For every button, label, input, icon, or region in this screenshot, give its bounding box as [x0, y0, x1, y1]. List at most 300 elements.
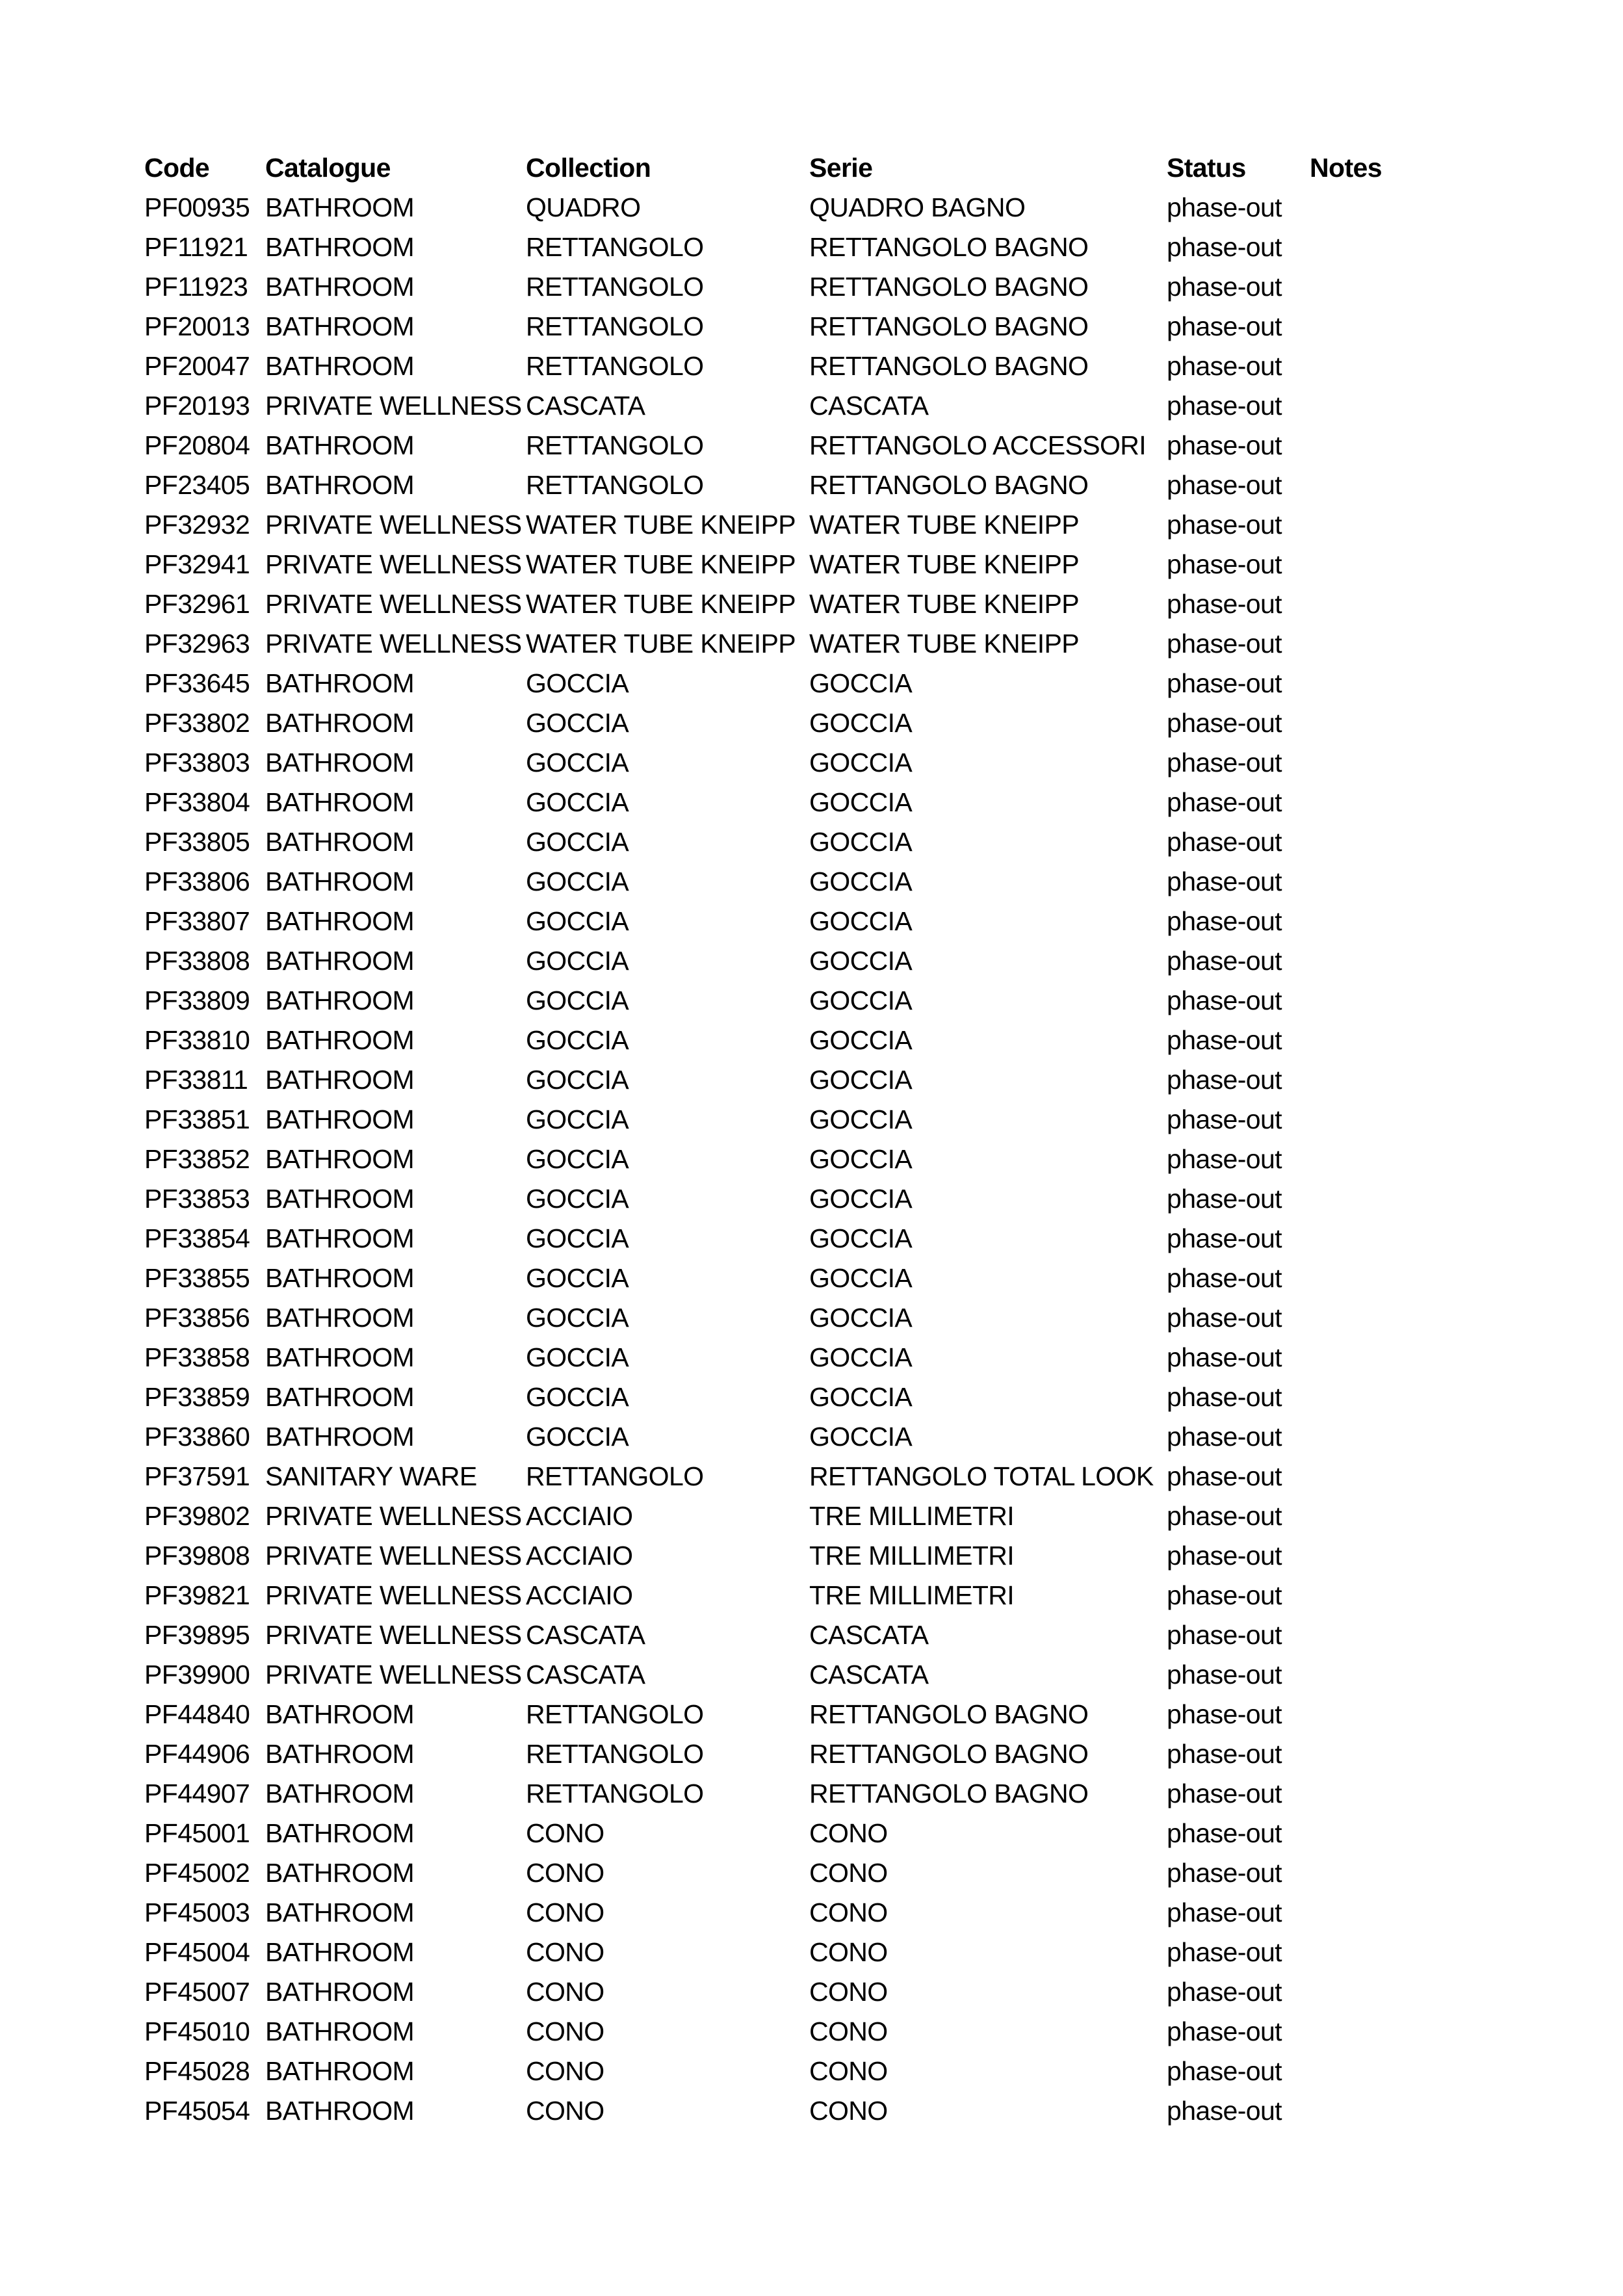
cell-code: PF45002 — [144, 1858, 250, 1888]
cell-code: PF20193 — [144, 391, 250, 421]
cell-serie: GOCCIA — [809, 1025, 913, 1055]
table-row — [144, 664, 1505, 703]
cell-catalogue: BATHROOM — [265, 1342, 415, 1372]
cell-status: phase-out — [1167, 1977, 1282, 2007]
cell-code: PF45054 — [144, 2096, 250, 2126]
table-row — [144, 1536, 1505, 1576]
cell-serie: RETTANGOLO BAGNO — [809, 1779, 1089, 1808]
cell-collection: RETTANGOLO — [526, 351, 704, 381]
cell-collection: RETTANGOLO — [526, 311, 704, 341]
cell-collection: GOCCIA — [526, 668, 629, 698]
cell-status: phase-out — [1167, 708, 1282, 738]
cell-collection: GOCCIA — [526, 1065, 629, 1095]
cell-status: phase-out — [1167, 430, 1282, 460]
table-row — [144, 1179, 1505, 1219]
cell-collection: CASCATA — [526, 391, 645, 421]
cell-code: PF33853 — [144, 1184, 250, 1214]
cell-catalogue: BATHROOM — [265, 1303, 415, 1333]
cell-code: PF11921 — [144, 232, 248, 262]
cell-code: PF45003 — [144, 1898, 250, 1927]
table-row — [144, 1100, 1505, 1140]
cell-code: PF33851 — [144, 1104, 250, 1134]
cell-catalogue: BATHROOM — [265, 867, 415, 896]
cell-catalogue: BATHROOM — [265, 1025, 415, 1055]
cell-status: phase-out — [1167, 946, 1282, 976]
cell-code: PF33809 — [144, 985, 250, 1015]
cell-status: phase-out — [1167, 827, 1282, 857]
cell-serie: CONO — [809, 2096, 888, 2126]
table-body — [144, 188, 1505, 2131]
cell-status: phase-out — [1167, 470, 1282, 500]
cell-collection: WATER TUBE KNEIPP — [526, 629, 796, 659]
cell-status: phase-out — [1167, 1342, 1282, 1372]
cell-serie: GOCCIA — [809, 1065, 913, 1095]
cell-code: PF45010 — [144, 2016, 250, 2046]
cell-catalogue: PRIVATE WELLNESS — [265, 391, 522, 421]
cell-catalogue: BATHROOM — [265, 470, 415, 500]
cell-serie: GOCCIA — [809, 1263, 913, 1293]
table-row — [144, 2012, 1505, 2052]
cell-catalogue: BATHROOM — [265, 708, 415, 738]
column-header-notes: Notes — [1310, 153, 1382, 183]
cell-serie: CONO — [809, 1898, 888, 1927]
cell-status: phase-out — [1167, 1422, 1282, 1452]
cell-code: PF33856 — [144, 1303, 250, 1333]
cell-catalogue: SANITARY WARE — [265, 1461, 477, 1491]
cell-collection: RETTANGOLO — [526, 470, 704, 500]
cell-collection: CONO — [526, 2056, 604, 2086]
table-row — [144, 1853, 1505, 1893]
cell-serie: RETTANGOLO BAGNO — [809, 351, 1089, 381]
cell-serie: GOCCIA — [809, 1184, 913, 1214]
table-row — [144, 941, 1505, 981]
cell-serie: CASCATA — [809, 391, 929, 421]
cell-serie: WATER TUBE KNEIPP — [809, 549, 1080, 579]
cell-collection: GOCCIA — [526, 867, 629, 896]
cell-collection: GOCCIA — [526, 1342, 629, 1372]
cell-catalogue: BATHROOM — [265, 748, 415, 777]
table-row — [144, 703, 1505, 743]
cell-catalogue: PRIVATE WELLNESS — [265, 1541, 522, 1571]
cell-collection: GOCCIA — [526, 1422, 629, 1452]
table-row — [144, 1259, 1505, 1298]
cell-code: PF39821 — [144, 1580, 250, 1610]
cell-collection: CONO — [526, 2096, 604, 2126]
cell-code: PF00935 — [144, 192, 250, 222]
cell-collection: CONO — [526, 2016, 604, 2046]
cell-code: PF39895 — [144, 1620, 250, 1650]
table-row — [144, 1893, 1505, 1933]
cell-catalogue: BATHROOM — [265, 1422, 415, 1452]
table-row — [144, 386, 1505, 426]
table-row — [144, 228, 1505, 267]
table-row — [144, 624, 1505, 664]
cell-serie: GOCCIA — [809, 946, 913, 976]
cell-serie: TRE MILLIMETRI — [809, 1580, 1015, 1610]
table-row — [144, 505, 1505, 545]
cell-catalogue: BATHROOM — [265, 1104, 415, 1134]
cell-code: PF33802 — [144, 708, 250, 738]
cell-collection: GOCCIA — [526, 1184, 629, 1214]
cell-collection: GOCCIA — [526, 1223, 629, 1253]
cell-serie: GOCCIA — [809, 1104, 913, 1134]
cell-catalogue: BATHROOM — [265, 1065, 415, 1095]
cell-code: PF33858 — [144, 1342, 250, 1372]
cell-catalogue: PRIVATE WELLNESS — [265, 589, 522, 619]
cell-status: phase-out — [1167, 1065, 1282, 1095]
cell-status: phase-out — [1167, 906, 1282, 936]
cell-catalogue: PRIVATE WELLNESS — [265, 1620, 522, 1650]
cell-serie: CONO — [809, 1977, 888, 2007]
cell-status: phase-out — [1167, 232, 1282, 262]
cell-collection: RETTANGOLO — [526, 232, 704, 262]
table-row — [144, 902, 1505, 941]
cell-serie: CONO — [809, 1818, 888, 1848]
cell-status: phase-out — [1167, 1660, 1282, 1689]
column-header-catalogue: Catalogue — [265, 153, 391, 183]
cell-catalogue: PRIVATE WELLNESS — [265, 1660, 522, 1689]
cell-collection: GOCCIA — [526, 1025, 629, 1055]
cell-serie: TRE MILLIMETRI — [809, 1541, 1015, 1571]
table-row — [144, 1457, 1505, 1496]
cell-catalogue: BATHROOM — [265, 1382, 415, 1412]
cell-catalogue: PRIVATE WELLNESS — [265, 629, 522, 659]
cell-collection: GOCCIA — [526, 1303, 629, 1333]
cell-collection: WATER TUBE KNEIPP — [526, 510, 796, 540]
cell-status: phase-out — [1167, 1580, 1282, 1610]
cell-collection: ACCIAIO — [526, 1501, 633, 1531]
cell-catalogue: BATHROOM — [265, 1818, 415, 1848]
table-header-row — [144, 148, 1505, 188]
cell-collection: CASCATA — [526, 1620, 645, 1650]
cell-catalogue: PRIVATE WELLNESS — [265, 1501, 522, 1531]
table-row — [144, 981, 1505, 1021]
cell-catalogue: PRIVATE WELLNESS — [265, 1580, 522, 1610]
cell-collection: RETTANGOLO — [526, 1739, 704, 1769]
cell-code: PF33859 — [144, 1382, 250, 1412]
cell-catalogue: BATHROOM — [265, 232, 415, 262]
cell-status: phase-out — [1167, 1382, 1282, 1412]
cell-code: PF20013 — [144, 311, 250, 341]
cell-code: PF44906 — [144, 1739, 250, 1769]
cell-catalogue: BATHROOM — [265, 946, 415, 976]
product-table — [144, 148, 1505, 2131]
cell-serie: QUADRO BAGNO — [809, 192, 1026, 222]
cell-collection: CONO — [526, 1898, 604, 1927]
cell-code: PF32941 — [144, 549, 250, 579]
cell-code: PF33810 — [144, 1025, 250, 1055]
cell-status: phase-out — [1167, 1144, 1282, 1174]
cell-status: phase-out — [1167, 1818, 1282, 1848]
cell-catalogue: BATHROOM — [265, 430, 415, 460]
cell-catalogue: BATHROOM — [265, 1144, 415, 1174]
table-row — [144, 743, 1505, 783]
cell-catalogue: BATHROOM — [265, 192, 415, 222]
cell-catalogue: BATHROOM — [265, 1977, 415, 2007]
cell-status: phase-out — [1167, 2056, 1282, 2086]
cell-serie: TRE MILLIMETRI — [809, 1501, 1015, 1531]
cell-serie: RETTANGOLO TOTAL LOOK — [809, 1461, 1154, 1491]
table-row — [144, 584, 1505, 624]
cell-catalogue: BATHROOM — [265, 1223, 415, 1253]
table-row — [144, 307, 1505, 346]
cell-serie: RETTANGOLO BAGNO — [809, 232, 1089, 262]
cell-serie: GOCCIA — [809, 668, 913, 698]
cell-code: PF44907 — [144, 1779, 250, 1808]
table-row — [144, 545, 1505, 584]
cell-status: phase-out — [1167, 1858, 1282, 1888]
cell-collection: CONO — [526, 1977, 604, 2007]
cell-catalogue: BATHROOM — [265, 2096, 415, 2126]
cell-collection: RETTANGOLO — [526, 272, 704, 302]
table-row — [144, 1655, 1505, 1695]
cell-status: phase-out — [1167, 589, 1282, 619]
table-row — [144, 1615, 1505, 1655]
cell-code: PF33807 — [144, 906, 250, 936]
column-header-code: Code — [144, 153, 210, 183]
table-row — [144, 1695, 1505, 1734]
table-row — [144, 426, 1505, 465]
cell-code: PF39808 — [144, 1541, 250, 1571]
cell-serie: GOCCIA — [809, 1303, 913, 1333]
column-header-serie: Serie — [809, 153, 873, 183]
cell-catalogue: BATHROOM — [265, 2016, 415, 2046]
cell-code: PF45007 — [144, 1977, 250, 2007]
table-row — [144, 465, 1505, 505]
cell-serie: GOCCIA — [809, 1144, 913, 1174]
cell-catalogue: BATHROOM — [265, 1699, 415, 1729]
cell-collection: GOCCIA — [526, 1263, 629, 1293]
cell-collection: GOCCIA — [526, 1382, 629, 1412]
cell-collection: ACCIAIO — [526, 1541, 633, 1571]
cell-catalogue: PRIVATE WELLNESS — [265, 549, 522, 579]
table-row — [144, 1734, 1505, 1774]
cell-code: PF33806 — [144, 867, 250, 896]
cell-catalogue: BATHROOM — [265, 351, 415, 381]
cell-status: phase-out — [1167, 1541, 1282, 1571]
cell-serie: CONO — [809, 1858, 888, 1888]
cell-status: phase-out — [1167, 1025, 1282, 1055]
cell-status: phase-out — [1167, 2016, 1282, 2046]
table-row — [144, 1496, 1505, 1536]
cell-status: phase-out — [1167, 2096, 1282, 2126]
cell-code: PF32963 — [144, 629, 250, 659]
cell-catalogue: BATHROOM — [265, 787, 415, 817]
cell-catalogue: BATHROOM — [265, 1779, 415, 1808]
cell-code: PF20804 — [144, 430, 250, 460]
cell-code: PF33805 — [144, 827, 250, 857]
table-row — [144, 822, 1505, 862]
cell-catalogue: BATHROOM — [265, 668, 415, 698]
table-row — [144, 2091, 1505, 2131]
cell-serie: GOCCIA — [809, 827, 913, 857]
cell-collection: ACCIAIO — [526, 1580, 633, 1610]
cell-collection: GOCCIA — [526, 708, 629, 738]
cell-code: PF11923 — [144, 272, 248, 302]
cell-status: phase-out — [1167, 1263, 1282, 1293]
cell-status: phase-out — [1167, 549, 1282, 579]
cell-serie: RETTANGOLO BAGNO — [809, 1739, 1089, 1769]
cell-status: phase-out — [1167, 192, 1282, 222]
cell-code: PF33803 — [144, 748, 250, 777]
cell-collection: QUADRO — [526, 192, 641, 222]
table-row — [144, 1377, 1505, 1417]
table-row — [144, 267, 1505, 307]
cell-status: phase-out — [1167, 748, 1282, 777]
cell-serie: GOCCIA — [809, 1342, 913, 1372]
cell-status: phase-out — [1167, 351, 1282, 381]
cell-status: phase-out — [1167, 985, 1282, 1015]
table-row — [144, 1298, 1505, 1338]
cell-status: phase-out — [1167, 1184, 1282, 1214]
table-row — [144, 188, 1505, 228]
cell-status: phase-out — [1167, 1739, 1282, 1769]
table-row — [144, 1576, 1505, 1615]
cell-catalogue: BATHROOM — [265, 1263, 415, 1293]
cell-collection: RETTANGOLO — [526, 1461, 704, 1491]
cell-collection: GOCCIA — [526, 1144, 629, 1174]
table-row — [144, 1060, 1505, 1100]
cell-collection: WATER TUBE KNEIPP — [526, 589, 796, 619]
cell-collection: RETTANGOLO — [526, 1699, 704, 1729]
cell-catalogue: BATHROOM — [265, 272, 415, 302]
cell-collection: GOCCIA — [526, 827, 629, 857]
table-row — [144, 1933, 1505, 1972]
cell-status: phase-out — [1167, 1104, 1282, 1134]
cell-serie: RETTANGOLO ACCESSORI — [809, 430, 1147, 460]
cell-status: phase-out — [1167, 1898, 1282, 1927]
cell-collection: GOCCIA — [526, 748, 629, 777]
cell-code: PF32961 — [144, 589, 250, 619]
cell-serie: GOCCIA — [809, 906, 913, 936]
cell-serie: GOCCIA — [809, 787, 913, 817]
cell-code: PF33808 — [144, 946, 250, 976]
cell-catalogue: BATHROOM — [265, 985, 415, 1015]
cell-collection: GOCCIA — [526, 1104, 629, 1134]
cell-serie: RETTANGOLO BAGNO — [809, 272, 1089, 302]
cell-code: PF44840 — [144, 1699, 250, 1729]
table-row — [144, 2052, 1505, 2091]
cell-serie: GOCCIA — [809, 708, 913, 738]
table-row — [144, 1140, 1505, 1179]
cell-catalogue: BATHROOM — [265, 1184, 415, 1214]
cell-catalogue: BATHROOM — [265, 1898, 415, 1927]
cell-status: phase-out — [1167, 668, 1282, 698]
cell-catalogue: BATHROOM — [265, 311, 415, 341]
cell-serie: GOCCIA — [809, 748, 913, 777]
column-header-collection: Collection — [526, 153, 651, 183]
cell-code: PF39802 — [144, 1501, 250, 1531]
cell-code: PF45028 — [144, 2056, 250, 2086]
cell-catalogue: BATHROOM — [265, 1937, 415, 1967]
table-row — [144, 1338, 1505, 1377]
cell-code: PF33852 — [144, 1144, 250, 1174]
cell-serie: GOCCIA — [809, 1382, 913, 1412]
cell-code: PF45001 — [144, 1818, 250, 1848]
table-row — [144, 1219, 1505, 1259]
table-row — [144, 783, 1505, 822]
cell-code: PF20047 — [144, 351, 250, 381]
cell-code: PF37591 — [144, 1461, 250, 1491]
cell-collection: GOCCIA — [526, 946, 629, 976]
cell-collection: WATER TUBE KNEIPP — [526, 549, 796, 579]
cell-collection: RETTANGOLO — [526, 1779, 704, 1808]
cell-serie: GOCCIA — [809, 1223, 913, 1253]
cell-collection: GOCCIA — [526, 787, 629, 817]
cell-status: phase-out — [1167, 510, 1282, 540]
cell-status: phase-out — [1167, 629, 1282, 659]
cell-collection: GOCCIA — [526, 906, 629, 936]
cell-status: phase-out — [1167, 1501, 1282, 1531]
cell-status: phase-out — [1167, 311, 1282, 341]
cell-catalogue: BATHROOM — [265, 827, 415, 857]
cell-code: PF39900 — [144, 1660, 250, 1689]
column-header-status: Status — [1167, 153, 1246, 183]
cell-status: phase-out — [1167, 1223, 1282, 1253]
cell-code: PF33811 — [144, 1065, 248, 1095]
cell-serie: WATER TUBE KNEIPP — [809, 629, 1080, 659]
cell-status: phase-out — [1167, 1699, 1282, 1729]
cell-serie: RETTANGOLO BAGNO — [809, 470, 1089, 500]
cell-status: phase-out — [1167, 272, 1282, 302]
table-row — [144, 1417, 1505, 1457]
cell-code: PF33804 — [144, 787, 250, 817]
cell-collection: GOCCIA — [526, 985, 629, 1015]
cell-status: phase-out — [1167, 1461, 1282, 1491]
cell-code: PF33860 — [144, 1422, 250, 1452]
cell-serie: GOCCIA — [809, 1422, 913, 1452]
cell-status: phase-out — [1167, 391, 1282, 421]
cell-serie: CONO — [809, 2056, 888, 2086]
cell-catalogue: BATHROOM — [265, 906, 415, 936]
cell-status: phase-out — [1167, 1303, 1282, 1333]
cell-code: PF33645 — [144, 668, 250, 698]
cell-collection: CONO — [526, 1937, 604, 1967]
cell-serie: RETTANGOLO BAGNO — [809, 311, 1089, 341]
cell-catalogue: BATHROOM — [265, 1858, 415, 1888]
cell-serie: CONO — [809, 2016, 888, 2046]
cell-catalogue: PRIVATE WELLNESS — [265, 510, 522, 540]
table-row — [144, 346, 1505, 386]
cell-serie: WATER TUBE KNEIPP — [809, 589, 1080, 619]
cell-collection: CASCATA — [526, 1660, 645, 1689]
cell-code: PF33855 — [144, 1263, 250, 1293]
table-row — [144, 1814, 1505, 1853]
cell-code: PF32932 — [144, 510, 250, 540]
cell-status: phase-out — [1167, 787, 1282, 817]
cell-serie: GOCCIA — [809, 867, 913, 896]
cell-serie: CASCATA — [809, 1620, 929, 1650]
cell-serie: CASCATA — [809, 1660, 929, 1689]
cell-status: phase-out — [1167, 1620, 1282, 1650]
table-row — [144, 862, 1505, 902]
cell-collection: RETTANGOLO — [526, 430, 704, 460]
cell-catalogue: BATHROOM — [265, 1739, 415, 1769]
cell-code: PF23405 — [144, 470, 250, 500]
cell-collection: CONO — [526, 1858, 604, 1888]
cell-catalogue: BATHROOM — [265, 2056, 415, 2086]
table-row — [144, 1774, 1505, 1814]
cell-status: phase-out — [1167, 1779, 1282, 1808]
cell-collection: CONO — [526, 1818, 604, 1848]
table-row — [144, 1021, 1505, 1060]
cell-status: phase-out — [1167, 867, 1282, 896]
cell-status: phase-out — [1167, 1937, 1282, 1967]
cell-code: PF45004 — [144, 1937, 250, 1967]
cell-code: PF33854 — [144, 1223, 250, 1253]
cell-serie: GOCCIA — [809, 985, 913, 1015]
cell-serie: CONO — [809, 1937, 888, 1967]
